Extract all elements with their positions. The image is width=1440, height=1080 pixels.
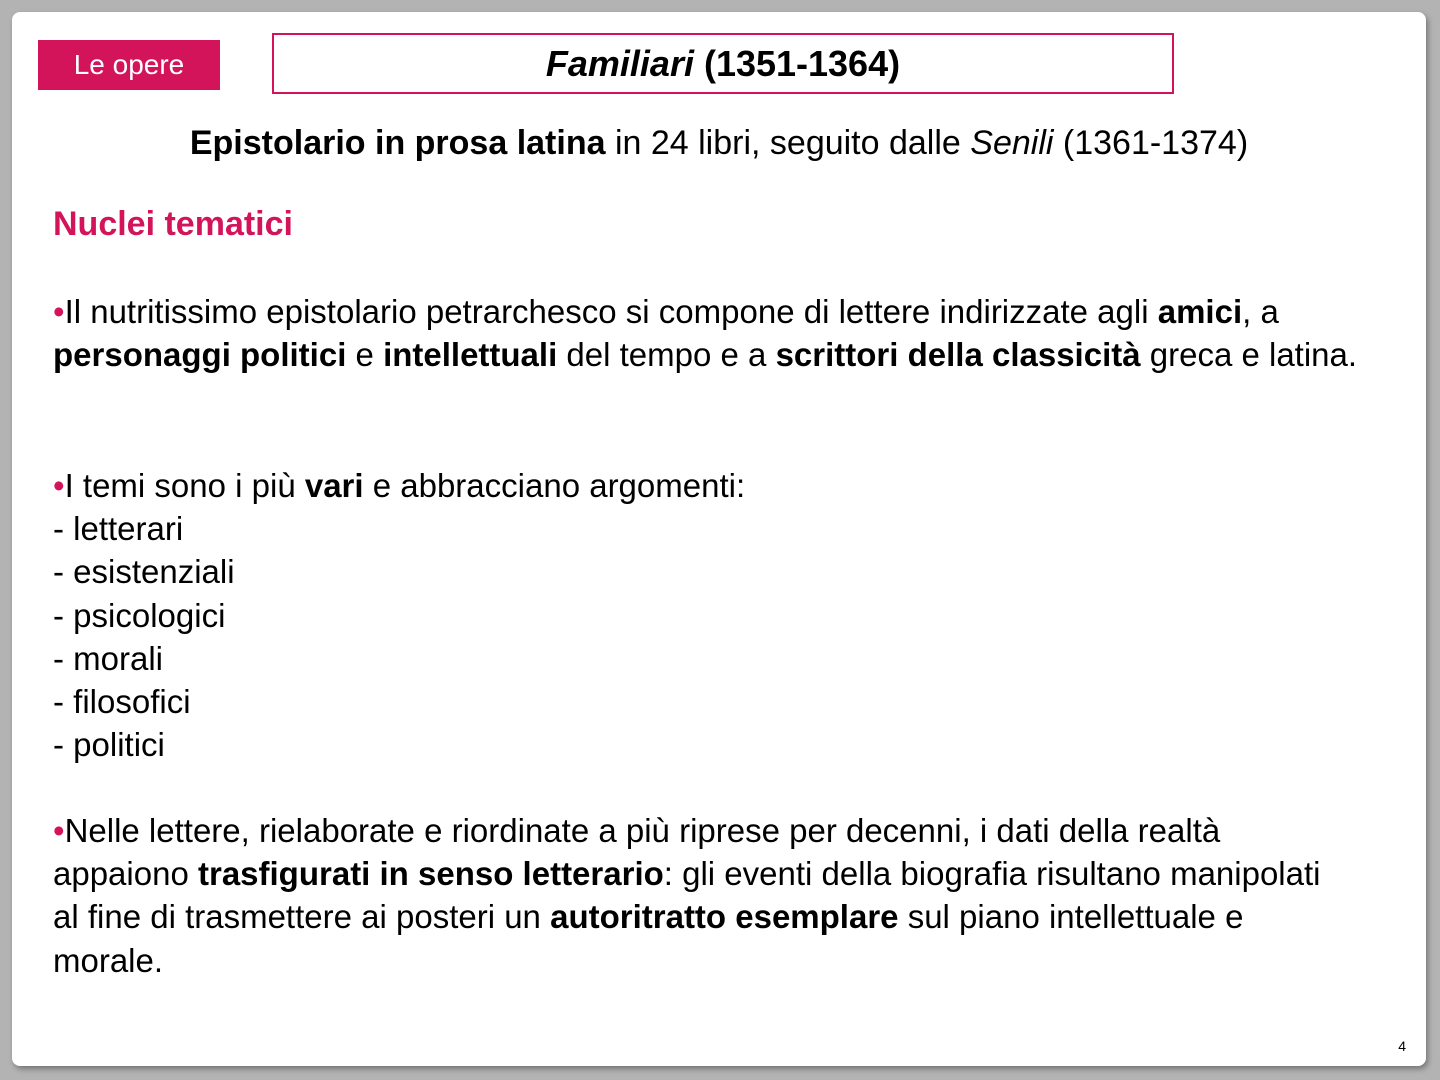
p1-text-2: , a	[1242, 293, 1279, 330]
paragraph-1	[53, 290, 1398, 376]
paragraph-3	[53, 809, 1353, 982]
page-number: 4	[1398, 1038, 1406, 1054]
p1-text-3: e	[346, 336, 384, 374]
p1-text-5: greca e latina.	[1140, 336, 1358, 374]
p1-bold-2: personaggi politici	[53, 336, 347, 374]
title-italic: Familiari	[545, 43, 694, 84]
list-item: - politici	[53, 726, 165, 764]
p2-intro	[53, 464, 1398, 507]
p1-text-4: del tempo e a	[557, 336, 776, 374]
p1-text-1: Il nutritissimo epistolario petrarchesco si compone di lettere indirizzate agli	[64, 293, 1158, 330]
subtitle-text-1: in 24 libri, seguito dalle	[605, 124, 971, 162]
p1-bold-1: amici	[1157, 293, 1243, 330]
bullet-marker: •	[53, 812, 65, 849]
list-item: - morali	[53, 639, 164, 677]
p3-text-1: Nelle lettere, rielaborate e riordinate a più riprese per decenni, i dati della realtà appaiono	[53, 812, 1221, 893]
p2-bold-1: vari	[304, 467, 364, 504]
section-tag: Le opere	[38, 40, 220, 90]
list-item: - filosofici	[53, 683, 191, 721]
themes-list	[53, 507, 1398, 766]
list-item: - letterari	[53, 510, 184, 548]
list-item: - esistenziali	[53, 553, 235, 591]
title-dates: (1351-1364)	[693, 43, 901, 84]
subtitle-bold: Epistolario in prosa latina	[189, 124, 606, 162]
slide	[12, 12, 1426, 1066]
p3-text-2: : gli eventi della biografia risultano manipolati al fine di trasmettere ai posteri un	[53, 855, 1321, 936]
p3-bold-2: autoritratto esemplare	[550, 898, 899, 936]
bullet-marker: •	[53, 467, 65, 504]
p3-bold-1: trasfigurati in senso letterario	[197, 855, 664, 893]
p2-text-1: I temi sono i più	[64, 467, 305, 504]
paragraph-2	[53, 464, 1398, 766]
list-item: - psicologici	[53, 596, 226, 634]
subtitle-italic: Senili	[970, 124, 1054, 162]
slide-title	[272, 33, 1174, 94]
p3-text-3: sul piano intellettuale e morale.	[53, 898, 1244, 979]
p1-bold-3: intellettuali	[383, 336, 558, 374]
p1-bold-4: scrittori della classicità	[775, 336, 1141, 374]
p2-text-2: e abbracciano argomenti:	[363, 467, 746, 504]
section-heading: Nuclei tematici	[53, 205, 293, 243]
subtitle	[12, 122, 1426, 164]
bullet-marker: •	[53, 293, 65, 330]
subtitle-text-2: (1361-1374)	[1053, 124, 1249, 162]
